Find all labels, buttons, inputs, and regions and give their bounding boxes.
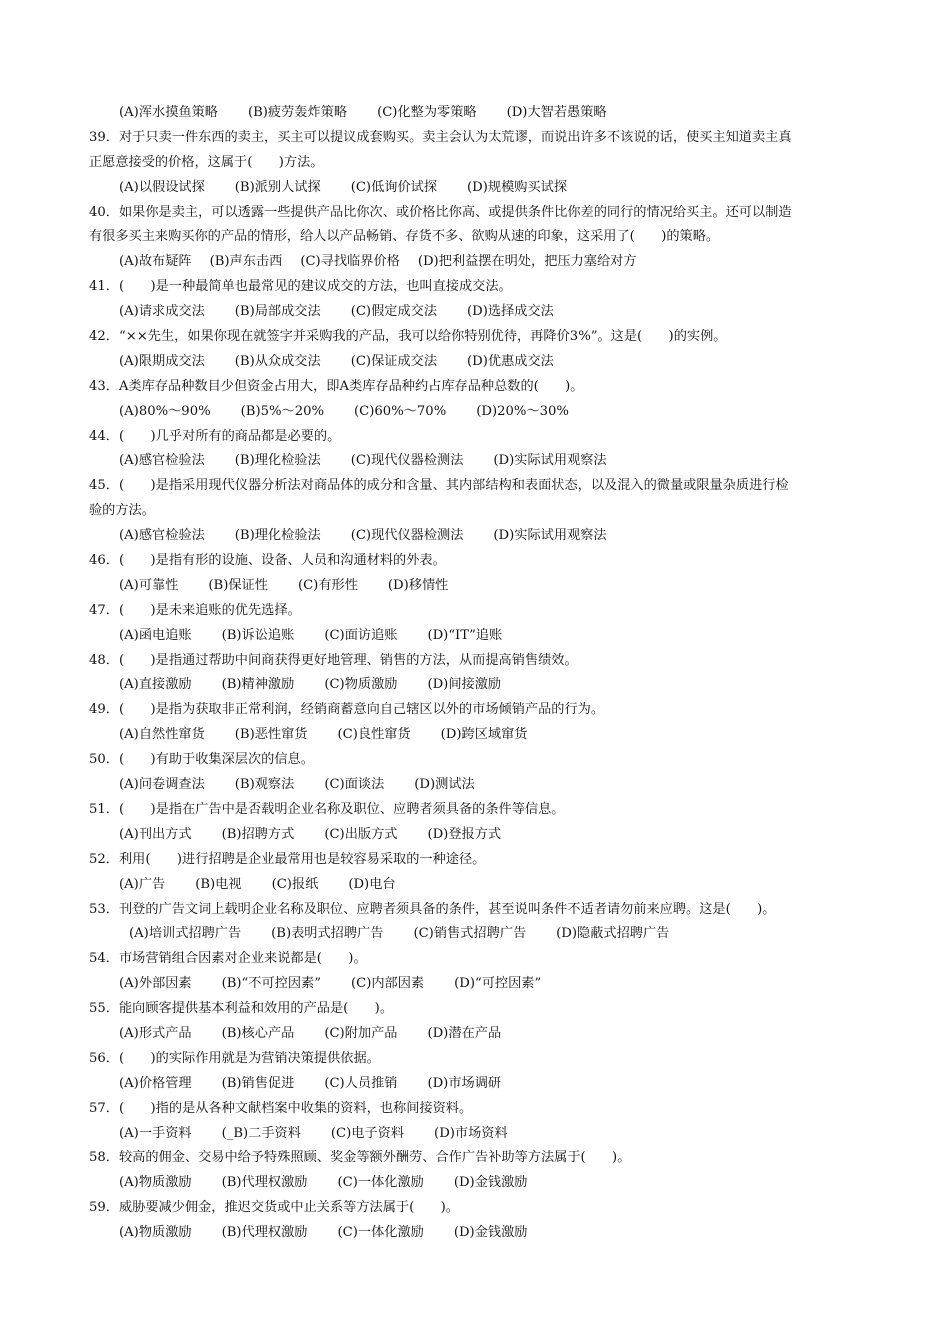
answer-option: (A)物质激励 — [119, 1225, 192, 1241]
answer-option: (C)有形性 — [297, 577, 358, 593]
answer-option: (A)价格管理 — [119, 1075, 192, 1091]
answer-option: (B)从众成交法 — [234, 353, 321, 369]
answer-option: (D)市场资料 — [434, 1125, 508, 1141]
answer-option: (A)函电追账 — [119, 627, 192, 643]
answer-option: (A)问卷调查法 — [119, 777, 205, 793]
answer-option: (B)诉讼追账 — [221, 627, 295, 643]
answer-option: (B)理化检验法 — [234, 453, 321, 469]
answer-options — [89, 823, 869, 848]
answer-option: (D)移情性 — [387, 577, 449, 593]
question-text: 45．( )是指采用现代仪器分析法对商品体的成分和含量、其内部结构和表面状态，以及混入的微量或限量杂质进行检 — [89, 478, 789, 494]
answer-option: (D)电台 — [348, 876, 396, 892]
answer-option: (A)外部因素 — [119, 976, 192, 992]
question-text: 53．刊登的广告文词上载明企业名称及职位、应聘者须具备的条件，甚至说叫条件不适者请勿前来应聘。这是( )。 — [89, 901, 776, 917]
question-text: 49．( )是指为获取非正常利润，经销商蓄意向自己辖区以外的市场倾销产品的行为。 — [89, 702, 605, 718]
answer-options — [89, 1171, 869, 1196]
answer-option: (A)物质激励 — [119, 1175, 192, 1191]
question-continuation: 正愿意接受的价格，这属于( )方法。 — [89, 154, 324, 170]
answer-option: (C)内部因素 — [350, 976, 425, 992]
answer-options — [89, 250, 869, 275]
answer-option: (C)销售式招聘广告 — [413, 926, 527, 942]
answer-options — [89, 176, 869, 201]
answer-option: (D)选择成交法 — [467, 304, 554, 320]
answer-options — [89, 400, 869, 425]
answer-option: (D)20%～30% — [476, 403, 569, 419]
answer-option: (A)80%～90% — [119, 403, 211, 419]
answer-option: (A)直接激励 — [119, 677, 192, 693]
question-text: 46．( )是指有形的设施、设备、人员和沟通材料的外表。 — [89, 553, 446, 569]
answer-option: (A)感官检验法 — [119, 453, 205, 469]
answer-option: (B)招聘方式 — [221, 826, 295, 842]
answer-option: (A)请求成交法 — [119, 304, 205, 320]
answer-option: (D)市场调研 — [427, 1075, 502, 1091]
question-text: 52．利用( )进行招聘是企业最常用也是较容易采取的一种途径。 — [89, 851, 486, 867]
question-text: 50．( )有助于收集深层次的信息。 — [89, 752, 314, 768]
answer-options — [89, 1022, 869, 1047]
answer-option: (C)面谈法 — [324, 777, 385, 793]
answer-option: (C)60%～70% — [354, 403, 447, 419]
answer-option: (D)测试法 — [414, 777, 475, 793]
answer-option: (C)人员推销 — [324, 1075, 398, 1091]
answer-option: (B)“不可控因素” — [221, 976, 321, 992]
answer-option: (B)理化检验法 — [234, 528, 321, 544]
answer-option: (A)以假设试探 — [119, 179, 205, 195]
question-text: 59．威胁要减少佣金，推迟交货或中止关系等方法属于( )。 — [89, 1200, 459, 1216]
answer-option: (C)出版方式 — [324, 826, 398, 842]
question-text: 42．“××先生，如果你现在就签字并采购我的产品，我可以给你特别优待，再降价3%”。这是( )的实例。 — [89, 329, 727, 345]
answer-option: (C)寻找临界价格 — [300, 254, 400, 270]
answer-option: (D)规模购买试探 — [467, 179, 568, 195]
answer-option: (D)“IT”追账 — [427, 627, 503, 643]
answer-option: (B)恶性窜货 — [234, 727, 308, 743]
question-text: 56．( )的实际作用就是为营销决策提供依据。 — [89, 1050, 380, 1066]
answer-option: (D)“可控因素” — [454, 976, 542, 992]
answer-option: (C)面访追账 — [324, 627, 398, 643]
question-text: 39．对于只卖一件东西的卖主，买主可以提议成套购买。卖主会认为太荒谬，而说出许多不该说的话，使买主知道卖主真 — [89, 129, 792, 145]
answer-option: (A)故布疑阵 — [119, 254, 192, 270]
answer-option: (D)跨区域窜货 — [440, 727, 528, 743]
answer-option: (C)假定成交法 — [350, 304, 438, 320]
answer-option: (C)良性窜货 — [337, 727, 411, 743]
answer-option: (A)培训式招聘广告 — [129, 926, 242, 942]
question-text: 47．( )是未来追账的优先选择。 — [89, 602, 301, 618]
answer-option: (C)低询价试探 — [350, 179, 438, 195]
answer-options — [89, 972, 869, 997]
answer-options — [89, 1122, 869, 1147]
question-text: 41．( )是一种最简单也最常见的建议成交的方法，也叫直接成交法。 — [89, 279, 512, 295]
answer-option: (C)附加产品 — [324, 1025, 398, 1041]
answer-options — [89, 1072, 869, 1097]
question-text: 54．市场营销组合因素对企业来说都是( )。 — [89, 951, 367, 967]
answer-option: (B)局部成交法 — [234, 304, 321, 320]
answer-option: (D)间接激励 — [427, 677, 502, 693]
answer-options — [89, 350, 869, 375]
answer-option: (D)大智若愚策略 — [506, 105, 607, 120]
answer-option: (A)感官检验法 — [119, 528, 205, 544]
answer-option: (C)一体化激励 — [337, 1175, 424, 1191]
answer-options — [89, 873, 869, 898]
answer-options — [89, 773, 869, 798]
answer-options — [89, 101, 869, 126]
question-text: 48．( )是指通过帮助中间商获得更好地管理、销售的方法，从而提高销售绩效。 — [89, 652, 578, 668]
answer-option: (B)疲劳轰炸策略 — [247, 105, 348, 120]
question-text: 58．较高的佣金、交易中给予特殊照顾、奖金等额外酬劳、合作广告补助等方法属于( )。 — [89, 1150, 631, 1166]
answer-option: (A)刊出方式 — [119, 826, 192, 842]
answer-option: (D)把利益摆在明处，把压力塞给对方 — [417, 254, 637, 270]
answer-options — [89, 922, 869, 947]
answer-options — [89, 524, 869, 549]
answer-option: (B)表明式招聘广告 — [271, 926, 384, 942]
answer-option: (B)核心产品 — [221, 1025, 295, 1041]
answer-options — [89, 449, 869, 474]
answer-option: (A)一手资料 — [119, 1125, 192, 1141]
answer-option: (C)物质激励 — [324, 677, 398, 693]
answer-option: (C)现代仪器检测法 — [350, 453, 464, 469]
answer-option: (B)代理权激励 — [221, 1225, 308, 1241]
question-text: 57．( )指的是从各种文献档案中收集的资料，也称间接资料。 — [89, 1100, 473, 1116]
answer-option: (A)浑水摸鱼策略 — [119, 105, 218, 120]
answer-option: (C)电子资料 — [330, 1125, 405, 1141]
question-continuation: 验的方法。 — [89, 503, 155, 519]
answer-option: (D)实际试用观察法 — [493, 453, 607, 469]
answer-option: (B)5%～20% — [240, 403, 325, 419]
answer-options — [89, 673, 869, 698]
answer-option: (D)实际试用观察法 — [493, 528, 607, 544]
answer-options — [89, 624, 869, 649]
answer-option: (A)广告 — [119, 876, 166, 892]
answer-option: (A)限期成交法 — [119, 353, 205, 369]
question-text: 40．如果你是卖主，可以透露一些提供产品比你次、或价格比你高、或提供条件比你差的同行的情况给买主。还可以制造 — [89, 204, 792, 220]
answer-option: (C)现代仪器检测法 — [350, 528, 464, 544]
answer-option: (C)报纸 — [271, 876, 319, 892]
answer-option: (D)登报方式 — [427, 826, 502, 842]
answer-option: (B)观察法 — [234, 777, 295, 793]
answer-option: (D)优惠成交法 — [467, 353, 554, 369]
question-text: 51．( )是指在广告中是否载明企业名称及职位、应聘者须具备的条件等信息。 — [89, 801, 565, 817]
answer-option: (B)保证性 — [208, 577, 268, 593]
question-text: 55．能向顾客提供基本利益和效用的产品是( )。 — [89, 1001, 394, 1017]
answer-options — [89, 574, 869, 599]
question-text: 43．A类库存品种数目少但资金占用大，即A类库存品种约占库存品种总数的( )。 — [89, 378, 584, 394]
answer-options — [89, 300, 869, 325]
answer-option: (C)保证成交法 — [350, 353, 438, 369]
answer-options — [89, 1221, 869, 1246]
answer-option: (B)声东击西 — [209, 254, 283, 270]
answer-option: (D)金钱激励 — [453, 1225, 528, 1241]
answer-options — [89, 723, 869, 748]
answer-option: (B)派别人试探 — [234, 179, 321, 195]
answer-option: (D)金钱激励 — [453, 1175, 528, 1191]
question-text: 44．( )几乎对所有的商品都是必要的。 — [89, 428, 341, 444]
answer-option: (C)一体化激励 — [337, 1225, 424, 1241]
answer-option: (C)化整为零策略 — [377, 105, 477, 120]
answer-option: (_B)二手资料 — [221, 1125, 301, 1141]
answer-option: (B)精神激励 — [221, 677, 295, 693]
answer-option: (A)形式产品 — [119, 1025, 192, 1041]
question-continuation: 有很多买主来购买你的产品的情形，给人以产品畅销、存货不多、欲购从速的印象，这采用了( )的策略。 — [89, 229, 720, 245]
question-list — [89, 101, 869, 1246]
answer-option: (A)可靠性 — [119, 577, 179, 593]
answer-option: (B)电视 — [195, 876, 242, 892]
answer-option: (A)自然性窜货 — [119, 727, 205, 743]
answer-option: (B)代理权激励 — [221, 1175, 308, 1191]
answer-option: (B)销售促进 — [221, 1075, 295, 1091]
answer-option: (D)潜在产品 — [427, 1025, 502, 1041]
answer-option: (D)隐蔽式招聘广告 — [556, 926, 670, 942]
